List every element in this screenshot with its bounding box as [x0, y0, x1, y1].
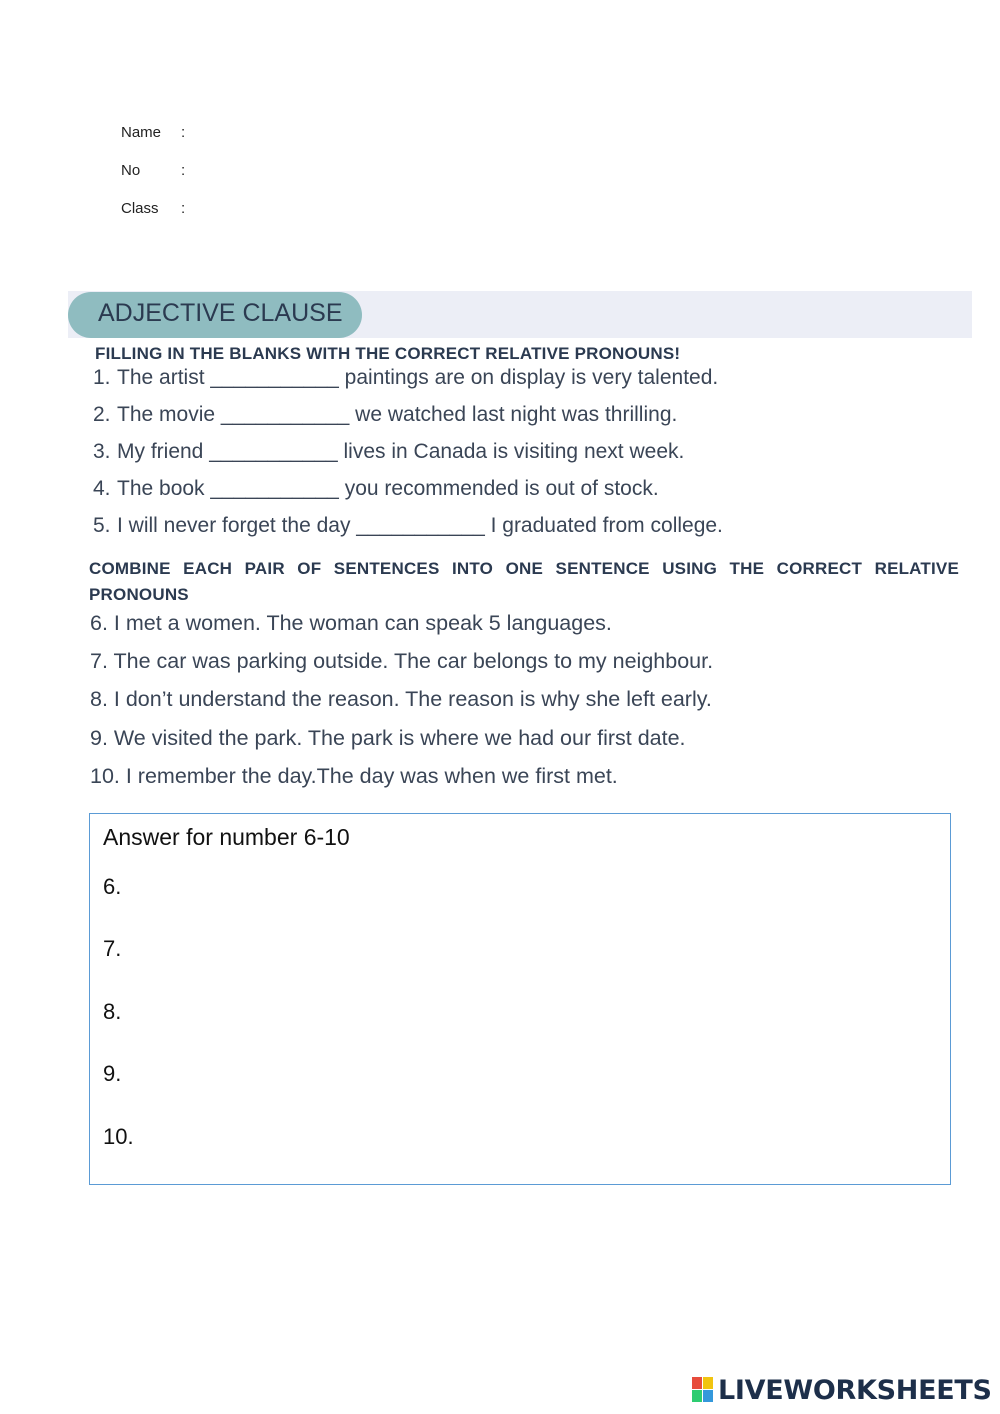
blank-item-number: 5.: [93, 514, 111, 537]
no-label: No: [121, 162, 141, 179]
blank-item-text: I will never forget the day ___________ I graduated from college.: [117, 514, 723, 537]
blank-item-1: [93, 366, 718, 390]
liveworksheets-logo: [692, 1373, 992, 1407]
blank-item-text: My friend ___________ lives in Canada is visiting next week.: [117, 440, 685, 463]
blank-item-number: 2.: [93, 403, 111, 426]
answer-line-9[interactable]: 9.: [103, 1061, 122, 1086]
name-label: Name: [121, 124, 162, 141]
liveworksheets-wordmark: LIVEWORKSHEETS: [718, 1374, 992, 1406]
combine-item-10: 10. I remember the day.The day was when we first met.: [90, 764, 618, 788]
blank-item-number: 4.: [93, 477, 111, 500]
answer-line-6[interactable]: 6.: [103, 874, 122, 899]
blank-item-3: [93, 440, 684, 464]
blank-item-number: 1.: [93, 366, 111, 389]
worksheet-title: ADJECTIVE CLAUSE: [68, 292, 362, 338]
combine-item-8: 8. I don’t understand the reason. The reason is why she left early.: [90, 687, 712, 711]
class-colon: :: [181, 200, 186, 217]
blank-item-5: [93, 514, 723, 538]
liveworksheets-icon: [692, 1377, 714, 1403]
blank-item-text: The artist ___________ paintings are on display is very talented.: [117, 366, 719, 389]
combine-item-6: 6. I met a women. The woman can speak 5 languages.: [90, 611, 612, 635]
name-colon: :: [181, 124, 186, 141]
combine-item-9: 9. We visited the park. The park is where we had our first date.: [90, 726, 686, 750]
answer-box[interactable]: [89, 813, 951, 1185]
answer-box-title: Answer for number 6-10: [103, 824, 350, 850]
no-colon: :: [181, 162, 186, 179]
logo-square-green: [692, 1390, 702, 1402]
section1-heading: FILLING IN THE BLANKS WITH THE CORRECT RELATIVE PRONOUNS!: [95, 344, 681, 363]
blank-item-text: The book ___________ you recommended is out of stock.: [117, 477, 659, 500]
logo-square-blue: [703, 1390, 713, 1402]
logo-square-yellow: [703, 1377, 713, 1389]
class-label: Class: [121, 200, 159, 217]
blank-item-2: [93, 403, 677, 427]
logo-square-red: [692, 1377, 702, 1389]
answer-line-8[interactable]: 8.: [103, 999, 122, 1024]
answer-line-10[interactable]: 10.: [103, 1124, 134, 1149]
section2-heading: COMBINE EACH PAIR OF SENTENCES INTO ONE SENTENCE USING THE CORRECT RELATIVE PRONOUNS: [89, 559, 959, 604]
blank-item-4: [93, 477, 659, 501]
blank-item-text: The movie ___________ we watched last night was thrilling.: [117, 403, 678, 426]
combine-item-7: 7. The car was parking outside. The car belongs to my neighbour.: [90, 649, 714, 673]
blank-item-number: 3.: [93, 440, 111, 463]
answer-line-7[interactable]: 7.: [103, 936, 122, 961]
